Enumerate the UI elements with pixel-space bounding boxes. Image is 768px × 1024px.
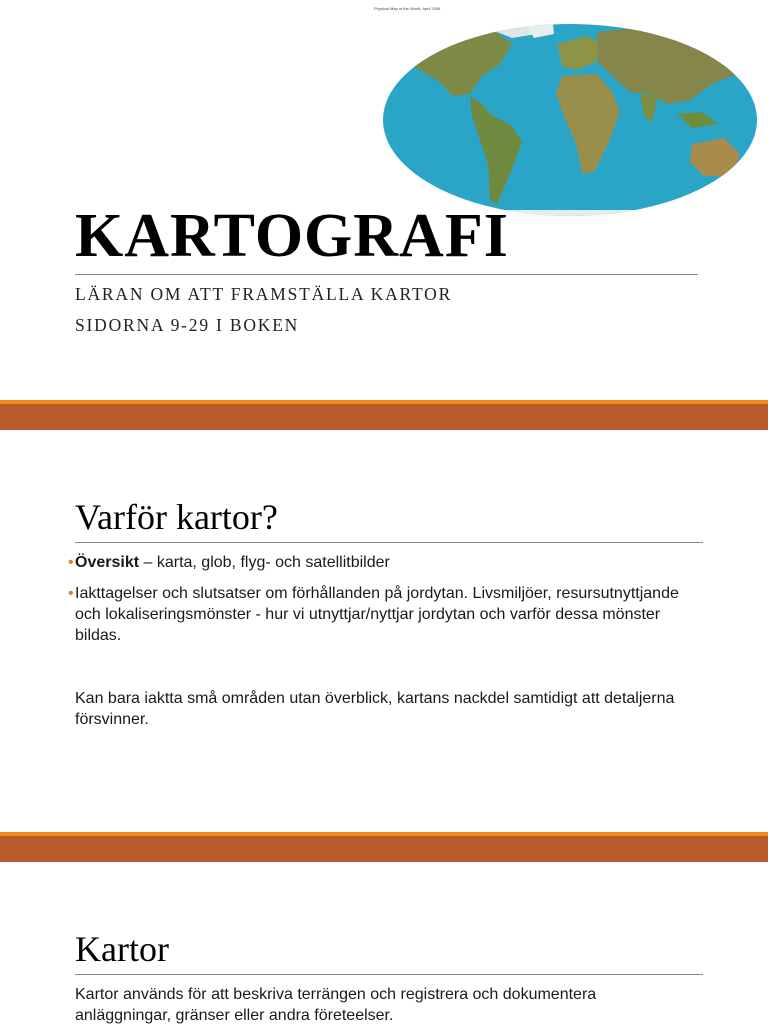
slide-heading: Kartor bbox=[75, 929, 169, 969]
slide-kartor bbox=[0, 864, 768, 1024]
slide-heading: Varför kartor? bbox=[75, 497, 278, 537]
bullet-icon: • bbox=[68, 585, 74, 602]
subtitle-line-2: SIDORNA 9-29 I BOKEN bbox=[75, 315, 300, 335]
bullet-item bbox=[68, 552, 705, 573]
map-caption: Physical Map of the World, April 2006 bbox=[374, 6, 441, 11]
slide-divider bbox=[0, 832, 768, 862]
title-rule bbox=[75, 274, 698, 275]
slide-varfor-kartor bbox=[0, 432, 768, 832]
bullet-list bbox=[68, 552, 705, 656]
world-map-icon bbox=[372, 4, 768, 226]
slide-divider bbox=[0, 400, 768, 430]
bullet-text: Iakttagelser och slutsatser om förhållanden på jordytan. Livsmiljöer, resursutnyttjande och lokaliseringsmönster - hur vi utnyttjar/nyttjar jordytan och varför dessa mönster bildas. bbox=[75, 585, 679, 644]
heading-rule bbox=[75, 542, 703, 543]
subtitle-line-1: LÄRAN OM ATT FRAMSTÄLLA KARTOR bbox=[75, 284, 453, 304]
body-paragraph: Kartor används för att beskriva terrängen och registrera och dokumentera anläggningar, gränser eller andra företeelser. bbox=[75, 986, 597, 1024]
bullet-item bbox=[68, 583, 705, 646]
bullet-icon: • bbox=[68, 554, 74, 571]
slide-title bbox=[0, 0, 768, 400]
bullet-bold-term: Översikt bbox=[75, 554, 140, 571]
bullet-text: – karta, glob, flyg- och satellitbilder bbox=[139, 554, 390, 571]
divider-band bbox=[0, 836, 768, 862]
divider-band bbox=[0, 404, 768, 430]
world-map-image bbox=[372, 4, 768, 226]
body-paragraph: Kan bara iaktta små områden utan överblick, kartans nackdel samtidigt att detaljerna försvinner. bbox=[75, 690, 675, 728]
page-title: KARTOGRAFI bbox=[75, 202, 509, 270]
heading-rule bbox=[75, 974, 703, 975]
